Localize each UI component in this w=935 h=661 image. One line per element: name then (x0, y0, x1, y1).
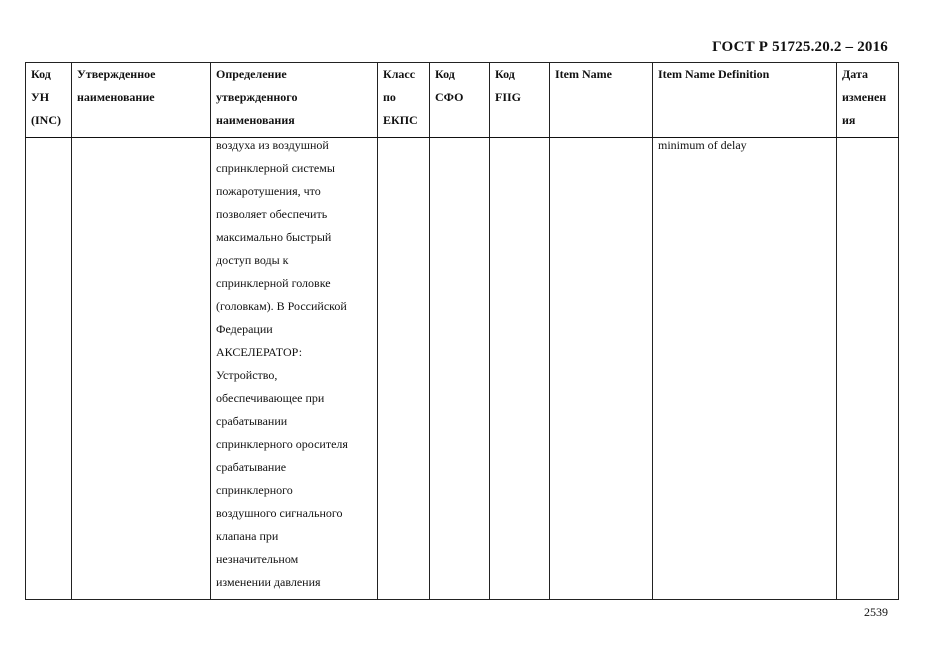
cell-fiig-code (490, 138, 550, 600)
cell-sfo-code (430, 138, 490, 600)
header-sfo-code: Код СФО (430, 63, 490, 138)
cell-definition-ru: воздуха из воздушной спринклерной системы пожаротушения, что позволяет обеспечить максимально быстрый доступ воды к спринклерной головке (головкам). В Российской Федерации АКСЕЛЕРАТОР: Устройство, обеспечивающее при срабатывании спринклерного оросителя срабатывание спринклерного воздушного сигнального клапана при незначительном изменении давления (211, 138, 378, 600)
header-inc-code: Код УН (INC) (26, 63, 72, 138)
page-number: 2539 (864, 605, 888, 619)
header-fiig-code: Код FIIG (490, 63, 550, 138)
header-definition: Определение утвержденного наименования (211, 63, 378, 138)
header-approved-name: Утвержденное наименование (72, 63, 211, 138)
cell-approved-name (72, 138, 211, 600)
table-header-row (26, 63, 899, 138)
cell-item-name (550, 138, 653, 600)
cell-ekps-class (378, 138, 430, 600)
header-item-name: Item Name (550, 63, 653, 138)
registry-table (25, 62, 899, 600)
header-ekps-class: Класс по ЕКПС (378, 63, 430, 138)
cell-inc-code (26, 138, 72, 600)
table-row (26, 138, 899, 600)
cell-change-date (837, 138, 899, 600)
document-standard-title: ГОСТ Р 51725.20.2 – 2016 (712, 39, 888, 55)
cell-item-name-definition: minimum of delay (653, 138, 837, 600)
header-item-name-definition: Item Name Definition (653, 63, 837, 138)
header-change-date: Дата изменен ия (837, 63, 899, 138)
